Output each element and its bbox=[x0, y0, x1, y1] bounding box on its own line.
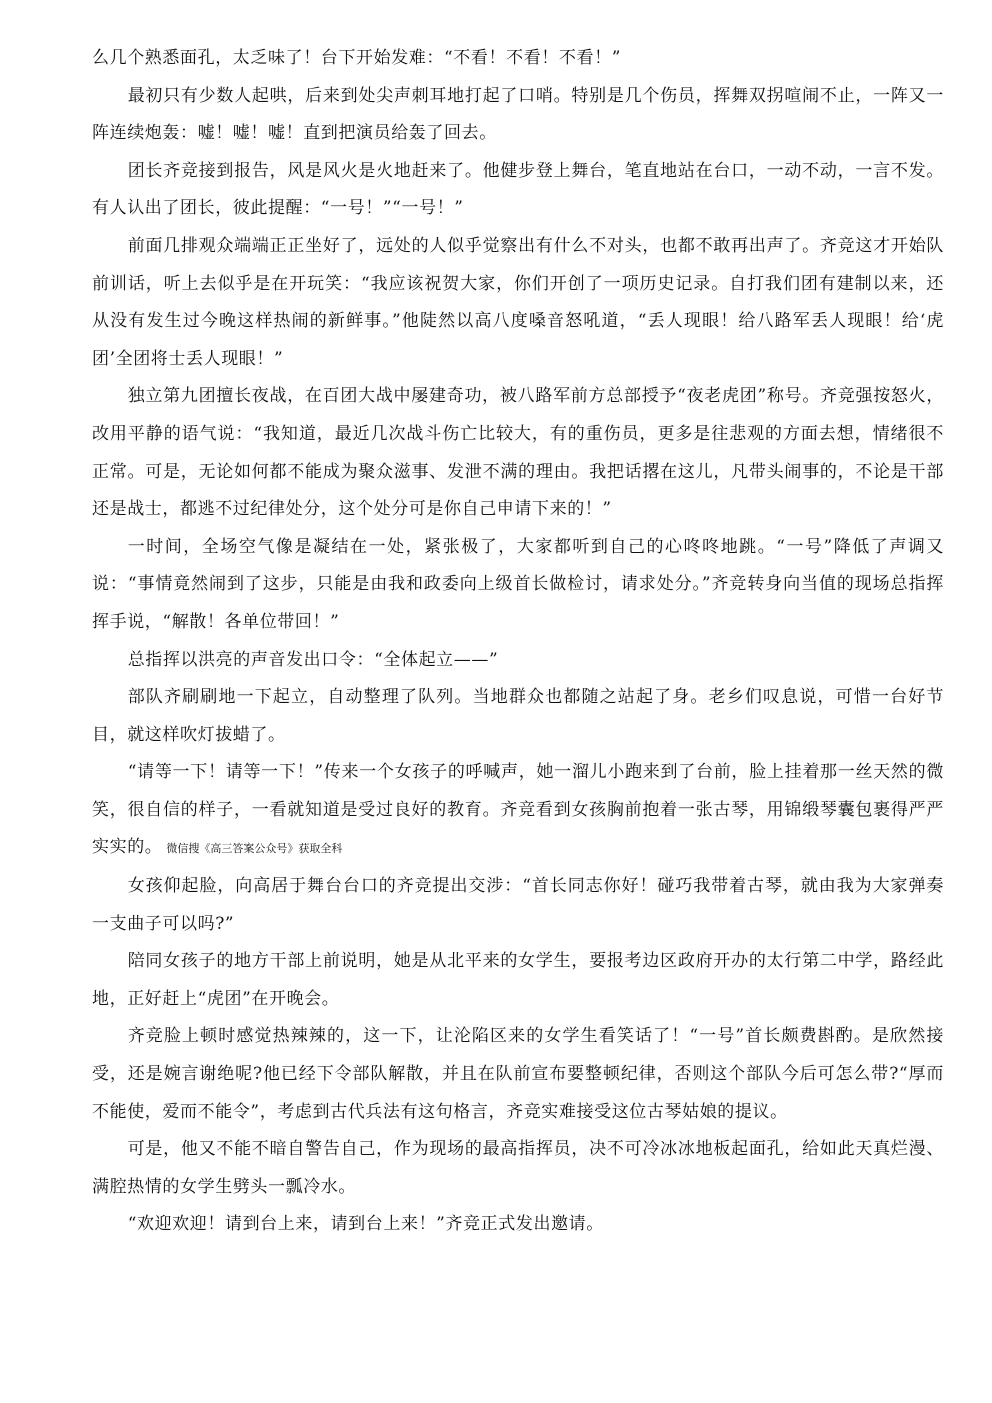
paragraph-6: 一时间，全场空气像是凝结在一处，紧张极了，大家都听到自己的心咚咚地跳。“一号”降低了声调又说：“事情竟然闹到了这步，只能是由我和政委向上级首长做检讨，请求处分。”齐竞转身向当值的现场总指挥挥手说，“解散！各单位带回！” bbox=[92, 536, 944, 632]
paragraph-1: 么几个熟悉面孔，太乏味了！台下开始发难：“不看！不看！不看！” bbox=[92, 48, 621, 68]
watermark-note: 微信搜《高三答案公众号》获取全科 bbox=[166, 842, 343, 856]
paragraph-12: 齐竞脸上顿时感觉热辣辣的，这一下，让沦陷区来的女学生看笑话了！“一号”首长颇费斟酌。是欣然接受，还是婉言谢绝呢?他已经下令部队解散，并且在队前宣布要整顿纪律，否则这个部队今后可怎么带?“厚而不能使，爱而不能令”，考虑到古代兵法有这句格言，齐竞实难接受这位古琴姑娘的提议。 bbox=[92, 1026, 944, 1122]
paragraph-7: 总指挥以洪亮的声音发出口令：“全体起立——” bbox=[127, 649, 499, 670]
paragraph-13: 可是，他又不能不暗自警告自己，作为现场的最高指挥员，决不可冷冰冰地板起面孔，给如此天真烂漫、满腔热情的女学生劈头一瓢冷水。 bbox=[92, 1139, 944, 1197]
paragraph-3: 团长齐竞接到报告，风是风火是火地赶来了。他健步登上舞台，笔直地站在台口，一动不动，一言不发。有人认出了团长，彼此提醒：“一号！”“一号！” bbox=[92, 160, 944, 219]
paragraph-10: 女孩仰起脸，向高居于舞台台口的齐竞提出交涉：“首长同志你好！碰巧我带着古琴，就由我为大家弹奏一支曲子可以吗?” bbox=[92, 876, 944, 934]
paragraph-8: 部队齐刷刷地一下起立，自动整理了队列。当地群众也都随之站起了身。老乡们叹息说，可惜一台好节目，就这样吹灯拔蜡了。 bbox=[92, 687, 944, 745]
paragraph-9-text: “请等一下！请等一下！”传来一个女孩子的呼喊声，她一溜儿小跑来到了台前，脸上挂着那一丝天然的微笑，很自信的样子，一看就知道是受过良好的教育。齐竞看到女孩胸前抱着一张古琴，用锦缎琴囊包裹得严严实实的。 bbox=[92, 762, 944, 858]
paragraph-14: “欢迎欢迎！请到台上来，请到台上来！”齐竞正式发出邀请。 bbox=[127, 1214, 604, 1235]
paragraph-11: 陪同女孩子的地方干部上前说明，她是从北平来的女学生，要报考边区政府开办的太行第二中学，路经此地，正好赶上“虎团”在开晚会。 bbox=[92, 951, 944, 1009]
paragraph-4: 前面几排观众端端正正坐好了，远处的人似乎觉察出有什么不对头，也都不敢再出声了。齐竞这才开始队前训话，听上去似乎是在开玩笑：“我应该祝贺大家，你们开创了一项历史记录。自打我们团有建制以来，还从没有发生过今晚这样热闹的新鲜事。”他陡然以高八度嗓音怒吼道，“丢人现眼！给八路军丢人现眼！给‘虎团’全团将士丢人现眼！” bbox=[92, 235, 944, 369]
paragraph-5: 独立第九团擅长夜战，在百团大战中屡建奇功，被八路军前方总部授予“夜老虎团”称号。齐竞强按怒火，改用平静的语气说：“我知道，最近几次战斗伤亡比较大，有的重伤员，更多是往悲观的方面去想，情绪很不正常。可是，无论如何都不能成为聚众滋事、发泄不满的理由。我把话撂在这儿，凡带头闹事的，不论是干部还是战士，都逃不过纪律处分，这个处分可是你自己申请下来的！” bbox=[92, 386, 944, 520]
paragraph-2: 最初只有少数人起哄，后来到处尖声刺耳地打起了口哨。特别是几个伤员，挥舞双拐喧闹不止，一阵又一阵连续炮轰：嘘！嘘！嘘！直到把演员给轰了回去。 bbox=[92, 85, 944, 144]
paragraph-9 bbox=[92, 754, 944, 868]
